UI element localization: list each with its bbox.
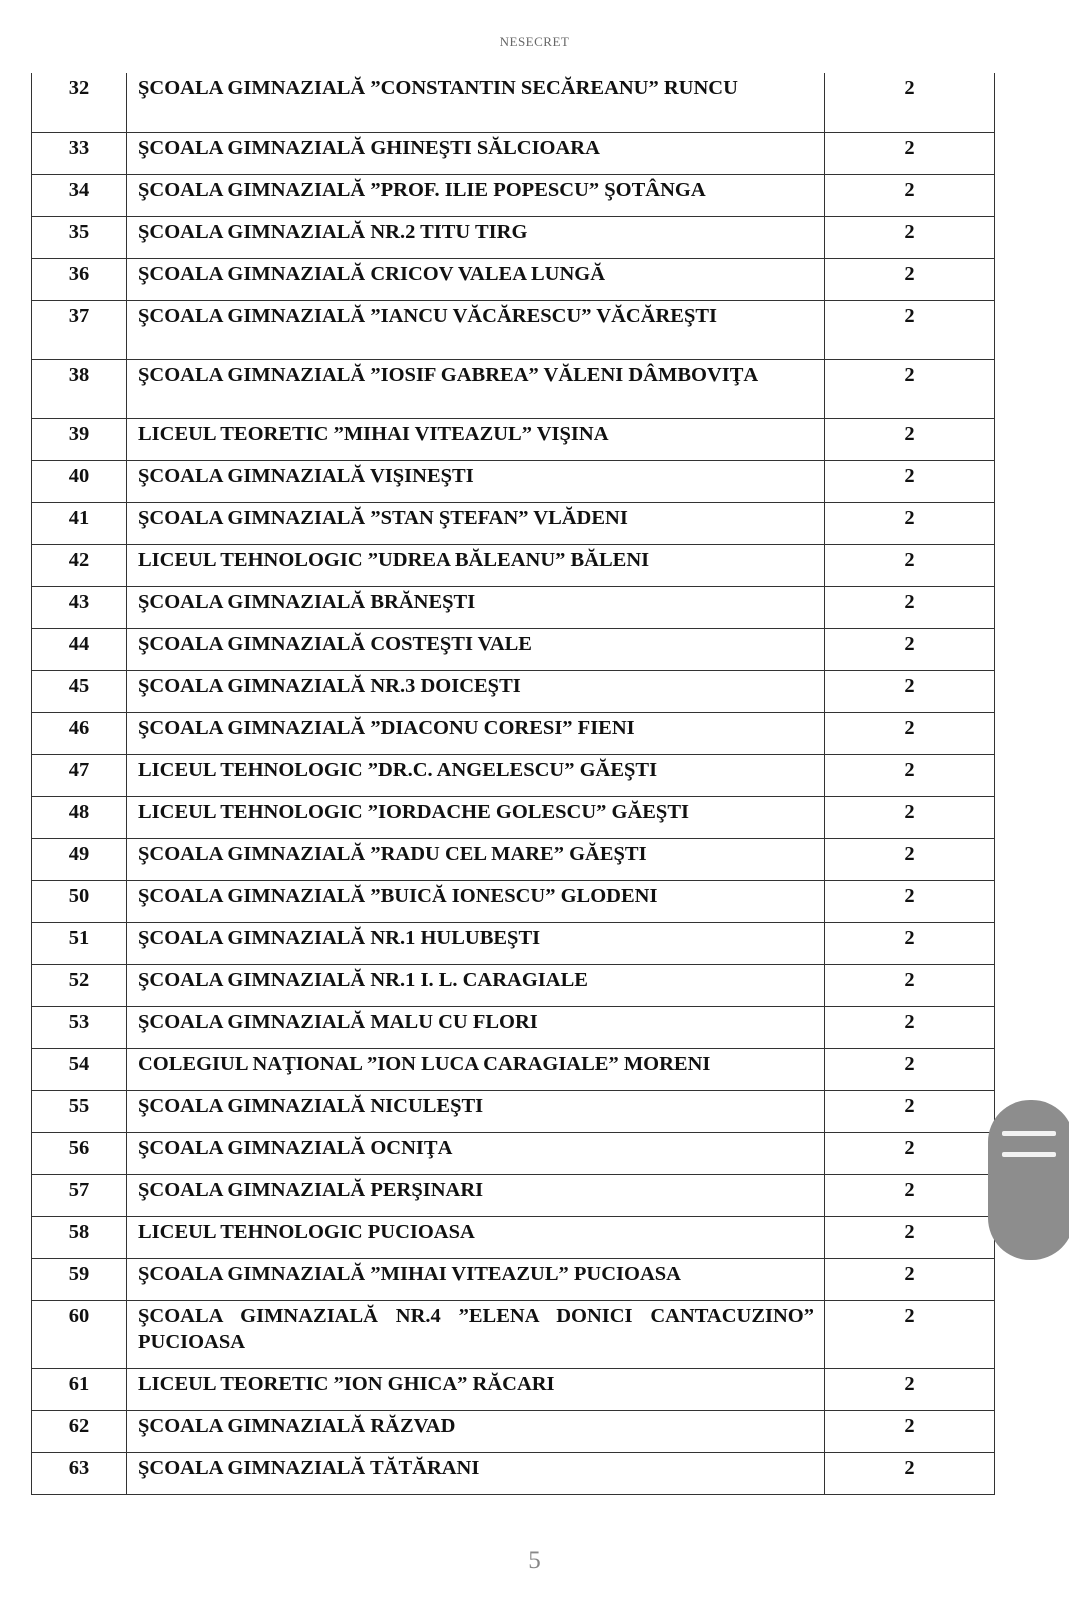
row-number: 42 [32,544,127,586]
row-value: 2 [825,1258,995,1300]
row-value: 2 [825,258,995,300]
floating-drag-handle[interactable] [988,1100,1069,1260]
row-number: 58 [32,1216,127,1258]
row-value: 2 [825,586,995,628]
table-row [32,1174,995,1216]
table-row [32,1216,995,1258]
school-name: ŞCOALA GIMNAZIALĂ ”STAN ŞTEFAN” VLĂDENI [127,502,825,544]
row-value: 2 [825,300,995,359]
table-row [32,418,995,460]
school-name: ŞCOALA GIMNAZIALĂ NR.1 HULUBEŞTI [127,922,825,964]
row-value: 2 [825,712,995,754]
row-number: 57 [32,1174,127,1216]
row-value: 2 [825,670,995,712]
table-row [32,1368,995,1410]
schools-table-body [32,73,995,1494]
row-number: 62 [32,1410,127,1452]
table-row [32,964,995,1006]
table-row [32,1410,995,1452]
drag-handle-icon [1002,1152,1056,1157]
table-row [32,132,995,174]
row-value: 2 [825,418,995,460]
table-row [32,1006,995,1048]
row-number: 56 [32,1132,127,1174]
school-name: ŞCOALA GIMNAZIALĂ BRĂNEŞTI [127,586,825,628]
row-number: 44 [32,628,127,670]
school-name: ŞCOALA GIMNAZIALĂ ”IOSIF GABREA” VĂLENI DÂMBOVIŢA [127,359,825,418]
row-value: 2 [825,838,995,880]
row-number: 38 [32,359,127,418]
school-name: ŞCOALA GIMNAZIALĂ NR.1 I. L. CARAGIALE [127,964,825,1006]
row-value: 2 [825,544,995,586]
row-number: 35 [32,216,127,258]
school-name: LICEUL TEORETIC ”ION GHICA” RĂCARI [127,1368,825,1410]
table-row [32,922,995,964]
row-number: 45 [32,670,127,712]
row-value: 2 [825,1006,995,1048]
school-name: ŞCOALA GIMNAZIALĂ CRICOV VALEA LUNGĂ [127,258,825,300]
row-number: 39 [32,418,127,460]
school-name: LICEUL TEHNOLOGIC PUCIOASA [127,1216,825,1258]
row-value: 2 [825,922,995,964]
school-name: COLEGIUL NAŢIONAL ”ION LUCA CARAGIALE” MORENI [127,1048,825,1090]
table-row [32,300,995,359]
row-number: 34 [32,174,127,216]
row-value: 2 [825,796,995,838]
school-name: ŞCOALA GIMNAZIALĂ NICULEŞTI [127,1090,825,1132]
row-value: 2 [825,359,995,418]
row-value: 2 [825,754,995,796]
row-number: 40 [32,460,127,502]
table-row [32,1132,995,1174]
row-number: 51 [32,922,127,964]
table-row [32,712,995,754]
row-number: 47 [32,754,127,796]
table-row [32,216,995,258]
row-number: 33 [32,132,127,174]
row-value: 2 [825,1216,995,1258]
school-name: ŞCOALA GIMNAZIALĂ VIŞINEŞTI [127,460,825,502]
page-number: 5 [528,1547,541,1574]
row-number: 63 [32,1452,127,1494]
table-row [32,73,995,132]
row-value: 2 [825,1410,995,1452]
row-value: 2 [825,460,995,502]
row-number: 49 [32,838,127,880]
school-name: ŞCOALA GIMNAZIALĂ ”IANCU VĂCĂRESCU” VĂCĂREŞTI [127,300,825,359]
row-number: 50 [32,880,127,922]
table-row [32,880,995,922]
school-name: ŞCOALA GIMNAZIALĂ ”MIHAI VITEAZUL” PUCIOASA [127,1258,825,1300]
row-value: 2 [825,216,995,258]
school-name: ŞCOALA GIMNAZIALĂ ”CONSTANTIN SECĂREANU” RUNCU [127,73,825,132]
document-classification: NESECRET [499,34,570,49]
row-value: 2 [825,964,995,1006]
table-row [32,1300,995,1368]
row-number: 37 [32,300,127,359]
row-value: 2 [825,628,995,670]
school-name: ŞCOALA GIMNAZIALĂ TĂTĂRANI [127,1452,825,1494]
row-value: 2 [825,880,995,922]
row-value: 2 [825,1132,995,1174]
school-name: LICEUL TEHNOLOGIC ”IORDACHE GOLESCU” GĂEŞTI [127,796,825,838]
row-value: 2 [825,1174,995,1216]
school-name: ŞCOALA GIMNAZIALĂ ”BUICĂ IONESCU” GLODENI [127,880,825,922]
table-row [32,628,995,670]
table-row [32,544,995,586]
row-number: 36 [32,258,127,300]
row-value: 2 [825,1300,995,1368]
row-value: 2 [825,132,995,174]
school-name: LICEUL TEHNOLOGIC ”DR.C. ANGELESCU” GĂEŞTI [127,754,825,796]
table-row [32,1048,995,1090]
school-name: ŞCOALA GIMNAZIALĂ COSTEŞTI VALE [127,628,825,670]
school-name: ŞCOALA GIMNAZIALĂ NR.2 TITU TIRG [127,216,825,258]
row-number: 55 [32,1090,127,1132]
schools-table-container [31,73,994,1495]
school-name: ŞCOALA GIMNAZIALĂ GHINEŞTI SĂLCIOARA [127,132,825,174]
table-row [32,1452,995,1494]
row-number: 43 [32,586,127,628]
table-row [32,754,995,796]
row-number: 48 [32,796,127,838]
school-name: ŞCOALA GIMNAZIALĂ ”PROF. ILIE POPESCU” ŞOTÂNGA [127,174,825,216]
school-name: LICEUL TEHNOLOGIC ”UDREA BĂLEANU” BĂLENI [127,544,825,586]
row-number: 46 [32,712,127,754]
schools-table [31,73,995,1495]
school-name: ŞCOALA GIMNAZIALĂ RĂZVAD [127,1410,825,1452]
school-name: ŞCOALA GIMNAZIALĂ OCNIŢA [127,1132,825,1174]
school-name: ŞCOALA GIMNAZIALĂ NR.4 ”ELENA DONICI CANTACUZINO” PUCIOASA [127,1300,825,1368]
row-number: 61 [32,1368,127,1410]
row-value: 2 [825,1368,995,1410]
row-number: 41 [32,502,127,544]
row-value: 2 [825,1090,995,1132]
table-row [32,586,995,628]
school-name: ŞCOALA GIMNAZIALĂ MALU CU FLORI [127,1006,825,1048]
table-row [32,838,995,880]
row-number: 54 [32,1048,127,1090]
row-number: 53 [32,1006,127,1048]
row-value: 2 [825,73,995,132]
row-value: 2 [825,174,995,216]
school-name: ŞCOALA GIMNAZIALĂ NR.3 DOICEŞTI [127,670,825,712]
drag-handle-icon [1002,1131,1056,1136]
school-name: ŞCOALA GIMNAZIALĂ ”RADU CEL MARE” GĂEŞTI [127,838,825,880]
school-name: LICEUL TEORETIC ”MIHAI VITEAZUL” VIŞINA [127,418,825,460]
row-number: 32 [32,73,127,132]
row-number: 59 [32,1258,127,1300]
school-name: ŞCOALA GIMNAZIALĂ PERŞINARI [127,1174,825,1216]
row-value: 2 [825,1048,995,1090]
table-row [32,796,995,838]
row-value: 2 [825,502,995,544]
table-row [32,670,995,712]
table-row [32,1090,995,1132]
table-row [32,359,995,418]
table-row [32,502,995,544]
row-number: 52 [32,964,127,1006]
row-number: 60 [32,1300,127,1368]
table-row [32,460,995,502]
school-name: ŞCOALA GIMNAZIALĂ ”DIACONU CORESI” FIENI [127,712,825,754]
table-row [32,174,995,216]
row-value: 2 [825,1452,995,1494]
table-row [32,1258,995,1300]
table-row [32,258,995,300]
